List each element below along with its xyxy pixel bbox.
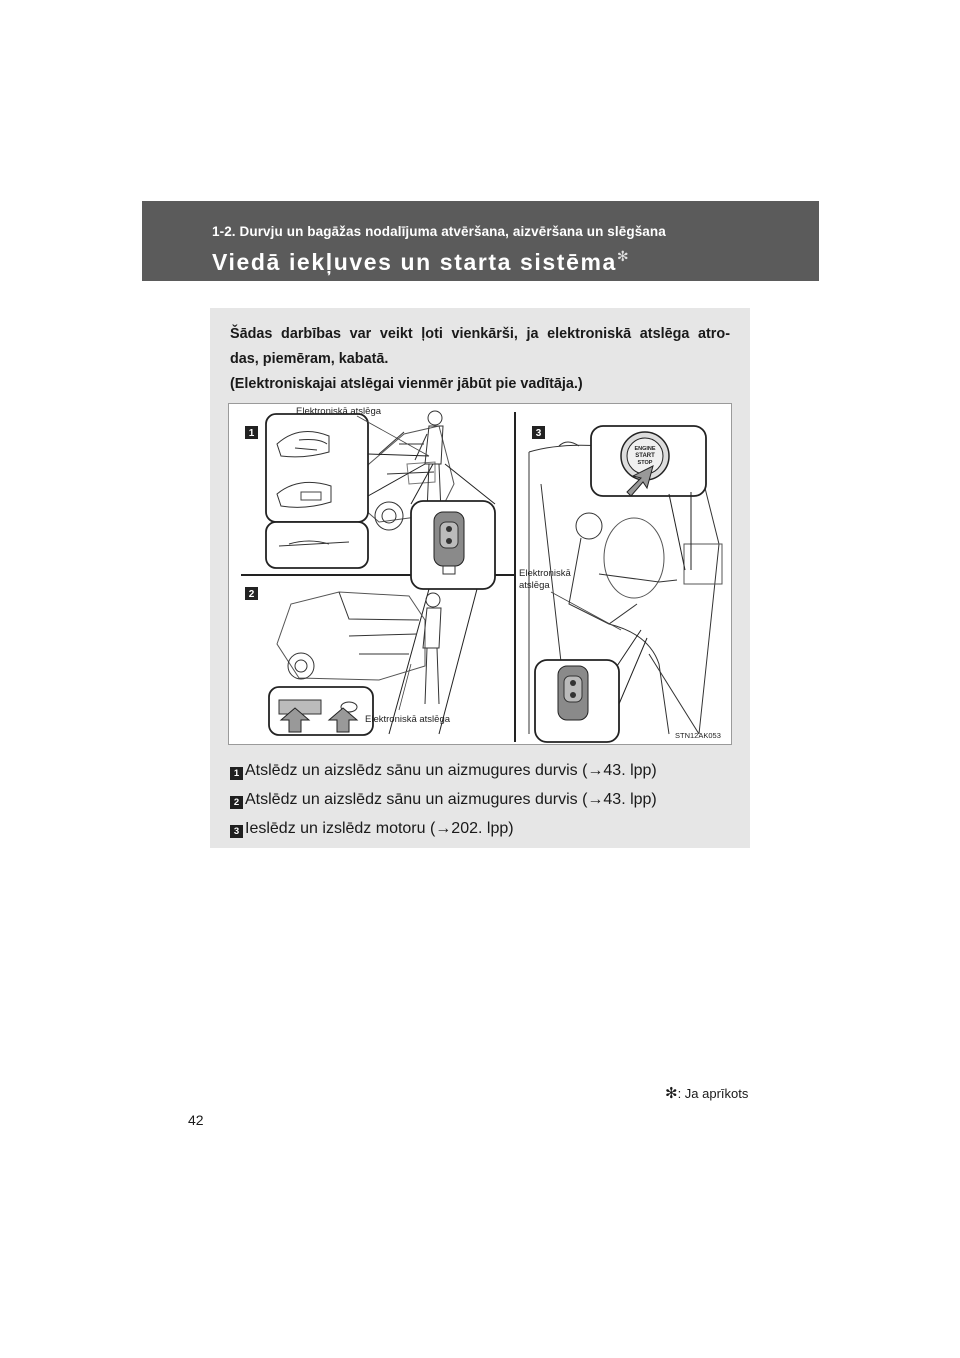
intro-text bbox=[230, 322, 730, 397]
badge-3 bbox=[532, 426, 545, 439]
content-box bbox=[210, 308, 750, 848]
page-title bbox=[212, 248, 629, 276]
badge-2 bbox=[245, 587, 258, 600]
key-label-3-line1: Elektroniskā bbox=[519, 568, 571, 579]
legend-item bbox=[230, 756, 740, 785]
number-badge: 3 bbox=[230, 825, 243, 838]
key-label-3-line2: atslēga bbox=[519, 580, 550, 591]
badge-1 bbox=[245, 426, 258, 439]
page-number: 42 bbox=[188, 1112, 204, 1128]
legend-text: Atslēdz un aizslēdz sānu un aizmugures durvis (→43. lpp) bbox=[245, 791, 657, 808]
button-label-engine: ENGINE bbox=[634, 446, 656, 452]
chapter-header bbox=[142, 201, 819, 281]
illustration bbox=[228, 403, 732, 745]
legend-list bbox=[230, 756, 740, 843]
door-handle-closeups bbox=[266, 414, 429, 568]
footnote bbox=[665, 1084, 748, 1102]
legend-text: Atslēdz un aizslēdz sānu un aizmugures durvis (→43. lpp) bbox=[245, 762, 657, 779]
start-button-closeup bbox=[591, 426, 706, 570]
page-title-text: Viedā iekļuves un starta sistēma bbox=[212, 249, 617, 275]
trunk-switch-closeup bbox=[269, 687, 373, 735]
legend-text: Ieslēdz un izslēdz motoru (→202. lpp) bbox=[245, 820, 514, 837]
number-badge: 1 bbox=[230, 767, 243, 780]
intro-line-1: Šādas darbības var veikt ļoti vienkārši, ja elektroniskā atslēga atro- bbox=[230, 326, 730, 342]
equipment-mark: ✻ bbox=[616, 248, 629, 264]
button-label-start: START bbox=[635, 453, 655, 459]
number-badge: 2 bbox=[230, 796, 243, 809]
section-title: 1-2. Durvju un bagāžas nodalījuma atvēršana, aizvēršana un slēgšana bbox=[212, 224, 666, 239]
key-label-1: Elektroniskā atslēga bbox=[296, 406, 382, 417]
figure-code: STN12AK053 bbox=[675, 731, 721, 740]
car-rear-drawing bbox=[277, 592, 425, 680]
smart-key-closeup-1 bbox=[389, 464, 495, 734]
svg-text:1: 1 bbox=[248, 428, 255, 439]
person-2-drawing bbox=[423, 593, 441, 704]
legend-item bbox=[230, 814, 740, 843]
key-label-2: Elektroniskā atslēga bbox=[365, 714, 451, 725]
intro-line-3: (Elektroniskajai atslēgai vienmēr jābūt pie vadītāja.) bbox=[230, 376, 583, 392]
button-label-stop: STOP bbox=[637, 460, 653, 466]
svg-text:3: 3 bbox=[535, 428, 542, 439]
illustration-drawing bbox=[229, 404, 733, 746]
footnote-text: : Ja aprīkots bbox=[677, 1086, 749, 1101]
person-1-drawing bbox=[415, 411, 443, 512]
intro-line-2: das, piemēram, kabatā. bbox=[230, 351, 389, 367]
smart-key-closeup-2 bbox=[535, 630, 647, 742]
footnote-mark: ✻ bbox=[665, 1085, 678, 1102]
legend-item bbox=[230, 785, 740, 814]
svg-text:2: 2 bbox=[248, 589, 255, 600]
